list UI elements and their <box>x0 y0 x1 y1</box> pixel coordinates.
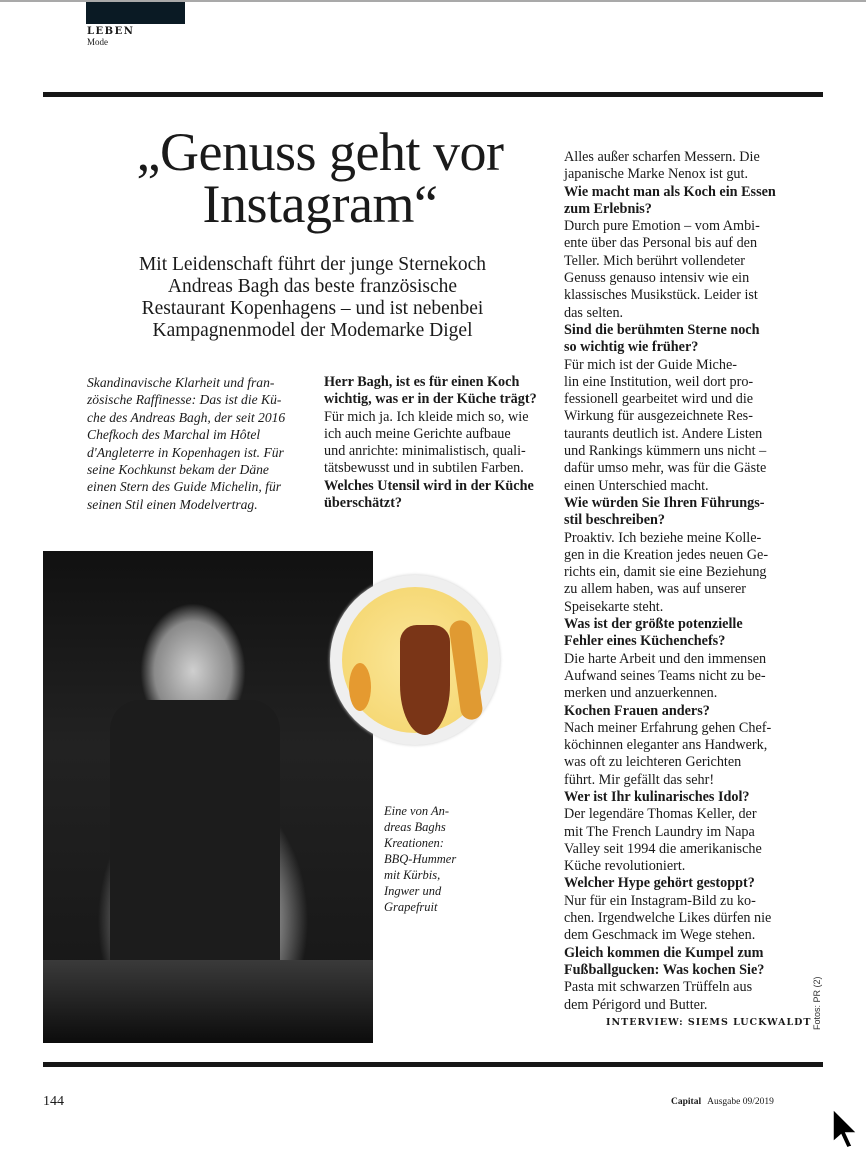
question-line: wichtig, was er in der Küche trägt? <box>324 391 537 408</box>
answer-line: Proaktiv. Ich beziehe meine Kolle- <box>564 529 762 546</box>
answer-line: gen in die Kreation jedes neuen Ge- <box>564 546 769 563</box>
dish-grapefruit <box>349 663 371 711</box>
answer-line: Nur für ein Instagram-Bild zu ko- <box>564 892 756 909</box>
answer-line: japanische Marke Nenox ist gut. <box>564 166 748 183</box>
answer-line: dem Geschmack im Wege stehen. <box>564 927 756 944</box>
answer-line: chen. Irgendwelche Likes dürfen nie <box>564 910 772 927</box>
answer-line: ich auch meine Gerichte aufbaue <box>324 425 511 442</box>
subtitle-line: Kampagnenmodel der Modemarke Digel <box>152 320 473 341</box>
answer-line: Durch pure Emotion – vom Ambi- <box>564 218 760 235</box>
answer-line: was oft zu leichteren Gerichten <box>564 754 742 771</box>
answer-line: Wirkung für ausgezeichnete Res- <box>564 408 753 425</box>
photo-caption <box>384 803 456 915</box>
magazine-name: Capital <box>671 1097 702 1107</box>
bottom-rule <box>43 1062 823 1067</box>
question-line: stil beschreiben? <box>564 512 666 529</box>
mouse-cursor-icon <box>832 1108 862 1150</box>
interview-column-right <box>564 149 776 1014</box>
subsection-label: Mode <box>87 37 108 47</box>
page-number: 144 <box>43 1094 64 1109</box>
answer-line: Küche revolutioniert. <box>564 858 686 875</box>
footer-issue <box>671 1097 774 1107</box>
answer-line: Nach meiner Erfahrung gehen Chef- <box>564 719 772 736</box>
question-line: Wie würden Sie Ihren Führungs- <box>564 494 765 511</box>
question-line: Herr Bagh, ist es für einen Koch <box>324 374 520 390</box>
answer-line: Für mich ist der Guide Miche- <box>564 356 737 373</box>
intro-line: d'Angleterre in Kopenhagen ist. Für <box>87 444 284 460</box>
answer-line: merken und anzuerkennen. <box>564 685 718 702</box>
question-line: Gleich kommen die Kumpel zum <box>564 944 764 961</box>
answer-line: Aufwand seines Teams nicht zu be- <box>564 667 766 684</box>
title-line: „Genuss geht vor <box>136 122 504 182</box>
answer-line: und anrichte: minimalistisch, quali- <box>324 443 526 460</box>
interview-column-middle <box>324 374 537 512</box>
answer-line: das selten. <box>564 304 624 321</box>
subtitle-line: Restaurant Kopenhagens – und ist nebenbei <box>141 298 484 319</box>
answer-line: führt. Mir gefällt das sehr! <box>564 771 715 788</box>
caption-line: BBQ-Hummer <box>384 852 457 866</box>
caption-line: Grapefruit <box>384 900 438 914</box>
intro-line: Skandinavische Klarheit und fran- <box>87 375 275 390</box>
answer-line: einen Unterschied macht. <box>564 477 709 494</box>
answer-line: Die harte Arbeit und den immensen <box>564 650 767 667</box>
article-title <box>70 122 570 234</box>
answer-line: dem Périgord und Butter. <box>564 996 708 1013</box>
chef-apron <box>110 700 280 970</box>
answer-line: Valley seit 1994 die amerikanische <box>564 840 762 857</box>
question-line: Kochen Frauen anders? <box>564 702 710 719</box>
answer-line: zu allem haben, was auf unserer <box>564 581 746 598</box>
question-line: zum Erlebnis? <box>564 200 652 217</box>
answer-line: dafür umso mehr, was für die Gäste <box>564 460 767 477</box>
question-line: Welcher Hype gehört gestoppt? <box>564 875 755 892</box>
subtitle-line: Mit Leidenschaft führt der junge Sternekoch <box>138 254 487 275</box>
question-line: Welches Utensil wird in der Küche <box>324 477 534 494</box>
intro-line: che des Andreas Bagh, der seit 2016 <box>87 409 286 425</box>
question-line: Wie macht man als Koch ein Essen <box>564 183 776 200</box>
caption-line: Kreationen: <box>384 836 444 850</box>
answer-line: ente über das Personal bis auf den <box>564 235 758 252</box>
question-line: so wichtig wie früher? <box>564 339 699 356</box>
answer-line: tätsbewusst und in subtilen Farben. <box>324 460 524 477</box>
intro-line: Chefkoch des Marchal im Hôtel <box>87 427 261 443</box>
answer-line: köchinnen eleganter ans Handwerk, <box>564 737 768 754</box>
caption-line: Ingwer und <box>384 884 442 898</box>
caption-line: dreas Baghs <box>384 820 446 834</box>
kitchen-counter <box>43 960 373 1043</box>
question-line: Was ist der größte potenzielle <box>564 616 743 633</box>
caption-line: Eine von An- <box>384 804 450 818</box>
answer-line: taurants deutlich ist. Andere Listen <box>564 425 763 442</box>
subtitle-line: Andreas Bagh das beste französische <box>167 276 458 297</box>
byline: INTERVIEW: SIEMS LUCKWALDT <box>606 1017 812 1028</box>
intro-line: zösische Raffinesse: Das ist die Kü- <box>87 392 282 408</box>
answer-line: fessionell gearbeitet wird und die <box>564 391 754 408</box>
answer-line: Pasta mit schwarzen Trüffeln aus <box>564 979 753 996</box>
answer-line: klassisches Musikstück. Leider ist <box>564 287 758 304</box>
answer-line: Für mich ja. Ich kleide mich so, wie <box>324 408 529 425</box>
issue-label: Ausgabe 09/2019 <box>707 1097 774 1107</box>
dish-lobster <box>400 625 450 735</box>
photo-credit: Fotos: PR (2) <box>812 976 822 1030</box>
answer-line: lin eine Institution, weil dort pro- <box>564 373 754 390</box>
answer-line: richts ein, damit sie eine Beziehung <box>564 564 767 581</box>
question-line: Wer ist Ihr kulinarisches Idol? <box>564 788 750 805</box>
answer-line: Alles außer scharfen Messern. Die <box>564 149 760 165</box>
answer-line: mit The French Laundry im Napa <box>564 823 755 840</box>
question-line: überschätzt? <box>324 495 403 512</box>
question-line: Fußballgucken: Was kochen Sie? <box>564 961 765 978</box>
intro-text <box>87 374 285 513</box>
question-line: Fehler eines Küchenchefs? <box>564 633 726 650</box>
intro-line: seine Kochkunst bekam der Däne <box>87 462 269 478</box>
caption-line: mit Kürbis, <box>384 868 441 882</box>
intro-line: seinen Stil einen Modelvertrag. <box>87 496 258 512</box>
answer-line: und Rankings kümmern uns nicht – <box>564 443 767 460</box>
answer-line: Genuss genauso intensiv wie ein <box>564 270 750 287</box>
intro-line: einen Stern des Guide Michelin, für <box>87 479 282 495</box>
answer-line: Der legendäre Thomas Keller, der <box>564 806 757 823</box>
top-rule <box>43 92 823 97</box>
section-tag-block <box>86 2 185 24</box>
question-line: Sind die berühmten Sterne noch <box>564 321 760 338</box>
answer-line: Teller. Mich berührt vollendeter <box>564 252 746 269</box>
answer-line: Speisekarte steht. <box>564 598 664 615</box>
title-line: Instagram“ <box>202 174 438 234</box>
section-label: LEBEN <box>87 26 135 37</box>
article-subtitle <box>100 254 525 342</box>
